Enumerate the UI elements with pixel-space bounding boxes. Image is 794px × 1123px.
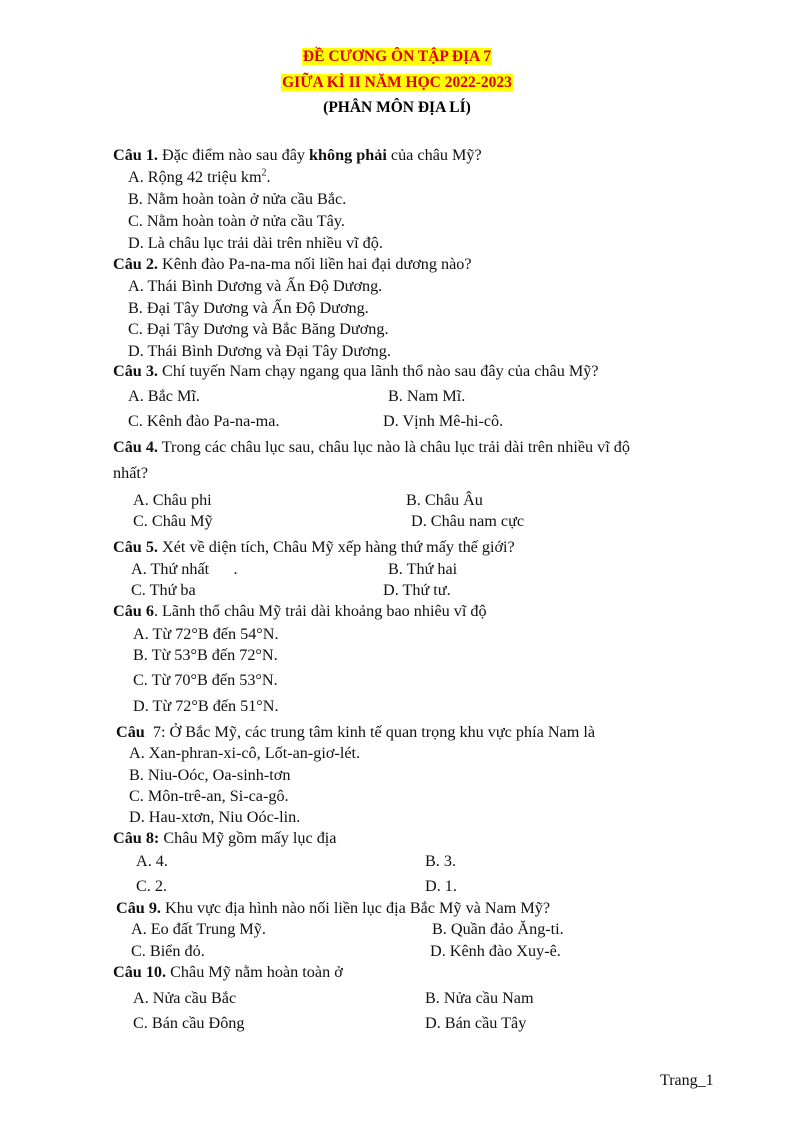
q4-option-a: A. Châu phi [133,491,212,509]
q3-option-c: C. Kênh đào Pa-na-ma. [128,412,280,430]
q8-option-b: B. 3. [425,852,457,870]
q1-option-d: D. Là châu lục trải dài trên nhiều vĩ độ. [128,234,383,252]
q1-option-c: C. Nằm hoàn toàn ở nửa cầu Tây. [128,212,345,230]
question-7: Câu 7: Ở Bắc Mỹ, các trung tâm kinh tế quan trọng khu vực phía Nam là [116,723,596,741]
title-line-3: (PHÂN MÔN ĐỊA LÍ) [323,99,471,116]
page-number: Trang_1 [660,1072,714,1089]
question-10: Câu 10. Châu Mỹ nằm hoàn toàn ở [113,963,343,981]
question-4-line-2: nhất? [113,464,149,482]
q7-option-d: D. Hau-xtơn, Niu Oóc-lin. [129,808,301,826]
q10-option-c: C. Bán cầu Đông [133,1014,245,1032]
q3-option-a: A. Bắc Mĩ. [128,387,200,405]
q3-option-b: B. Nam Mĩ. [388,387,466,405]
question-1: Câu 1. Đặc điểm nào sau đây không phải của châu Mỹ? [113,146,482,164]
title-line-2: GIỮA KÌ II NĂM HỌC 2022-2023 [282,74,512,91]
q10-option-a: A. Nửa cầu Bắc [133,989,237,1007]
q2-option-d: D. Thái Bình Dương và Đại Tây Dương. [128,342,391,360]
q2-option-a: A. Thái Bình Dương và Ấn Độ Dương. [128,277,383,295]
question-2: Câu 2. Kênh đào Pa-na-ma nối liền hai đại dương nào? [113,255,472,273]
q7-option-c: C. Môn-trê-an, Si-ca-gô. [129,787,289,805]
q6-option-b: B. Từ 53°B đến 72°N. [133,646,278,664]
q10-option-b: B. Nửa cầu Nam [425,989,534,1007]
question-8: Câu 8: Châu Mỹ gồm mấy lục địa [113,829,337,847]
q3-option-d: D. Vịnh Mê-hi-cô. [383,412,504,430]
q2-option-c: C. Đại Tây Dương và Bắc Băng Dương. [128,320,389,338]
q9-option-b: B. Quần đảo Ăng-ti. [432,920,564,938]
q8-option-d: D. 1. [425,877,457,895]
q1-option-a: A. Rộng 42 triệu $km^2$. [128,167,271,186]
q5-option-a: A. Thứ nhất . [131,560,238,578]
q10-option-d: D. Bán cầu Tây [425,1014,527,1032]
question-9: Câu 9. Khu vực địa hình nào nối liền lục địa Bắc Mỹ và Nam Mỹ? [116,899,551,917]
q7-option-b: B. Niu-Oóc, Oa-sinh-tơn [129,766,291,784]
q6-option-d: D. Từ 72°B đến 51°N. [133,697,279,715]
question-6: Câu 6. Lãnh thổ châu Mỹ trải dài khoảng bao nhiêu vĩ độ [113,602,487,620]
question-5: Câu 5. Xét về diện tích, Châu Mỹ xếp hàng thứ mấy thế giới? [113,538,515,556]
q7-option-a: A. Xan-phran-xi-cô, Lốt-an-giơ-lét. [129,744,361,762]
question-4-line-1: Câu 4. Trong các châu lục sau, châu lục nào là châu lục trải dài trên nhiều vĩ độ [113,438,630,456]
question-3: Câu 3. Chí tuyến Nam chạy ngang qua lãnh thổ nào sau đây của châu Mỹ? [113,362,599,380]
q4-option-b: B. Châu Âu [406,491,483,509]
q6-option-c: C. Từ 70°B đến 53°N. [133,671,278,689]
q8-option-a: A. 4. [136,852,168,870]
q4-option-d: D. Châu nam cực [411,512,525,530]
q1-option-b: B. Nằm hoàn toàn ở nửa cầu Bắc. [128,190,347,208]
q9-option-c: C. Biển đỏ. [131,942,205,960]
q9-option-a: A. Eo đất Trung Mỹ. [131,920,266,938]
q5-option-c: C. Thứ ba [131,581,196,599]
q5-option-d: D. Thứ tư. [383,581,451,599]
q8-option-c: C. 2. [136,877,168,895]
q6-option-a: A. Từ 72°B đến 54°N. [133,625,279,643]
q5-option-b: B. Thứ hai [388,560,458,578]
q4-option-c: C. Châu Mỹ [133,512,213,530]
q2-option-b: B. Đại Tây Dương và Ấn Độ Dương. [128,299,369,317]
q9-option-d: D. Kênh đào Xuy-ê. [430,942,561,960]
title-line-1: ĐỀ CƯƠNG ÔN TẬP ĐỊA 7 [302,48,492,65]
